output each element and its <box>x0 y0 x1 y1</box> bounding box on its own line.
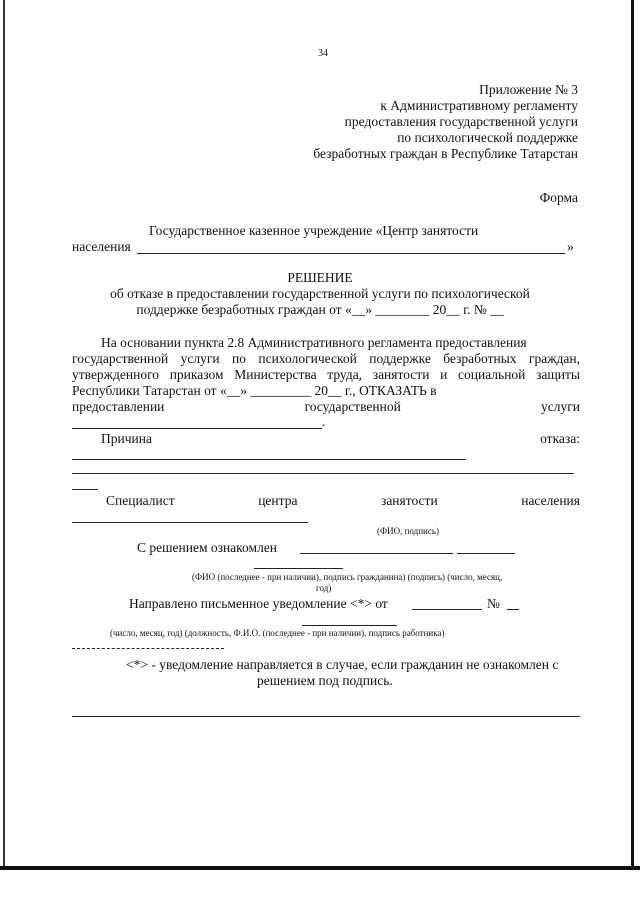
notice-caption: (число, месяц, год) (должность, Ф.И.О. (последнее - при наличии), подпись работника) <box>110 628 445 638</box>
body-line-1: На основании пункта 2.8 Административного регламента предоставления <box>101 335 527 350</box>
appendix-line-3: предоставления государственной услуги <box>344 114 578 129</box>
notice-number-line <box>507 609 519 610</box>
page-number: 34 <box>318 48 328 59</box>
specialist-row <box>106 493 580 509</box>
institution-prefix: населения <box>72 239 131 254</box>
decision-subtitle-2: поддержке безработных граждан от «__» ________ 20__ г. № __ <box>136 302 504 317</box>
reason-line-3 <box>72 489 98 490</box>
appendix-line-1: Приложение № 3 <box>479 82 578 97</box>
acquainted-caption-2: год) <box>316 583 332 593</box>
specialist-caption: (ФИО, подпись) <box>377 526 439 536</box>
acquainted-signature-line <box>300 553 453 554</box>
body-line-3: утвержденного приказом Министерства труда, занятости и социальной защиты <box>72 367 580 382</box>
body-line-2: государственной услуги по психологической поддержке безработных граждан, <box>72 351 580 366</box>
specialist-word-1: Специалист <box>106 493 175 508</box>
footnote-line-2: решением под подпись. <box>257 673 393 688</box>
appendix-line-4: по психологической поддержке <box>397 130 578 145</box>
reason-line-2 <box>72 473 574 474</box>
acquainted-date-line <box>457 553 515 554</box>
decision-subtitle-1: об отказе в предоставлении государственной услуги по психологической <box>110 286 530 301</box>
appendix-line-2: к Административному регламенту <box>380 98 578 113</box>
page-edge-left <box>3 0 5 870</box>
reason-line-1 <box>72 459 466 460</box>
specialist-word-3: занятости <box>380 493 438 508</box>
acquainted-sign-line-2 <box>254 568 343 569</box>
institution-name-line <box>137 253 565 254</box>
notice-signature-line <box>302 625 397 626</box>
notice-date-line <box>412 609 482 610</box>
body-word-provision: предоставлении <box>72 399 165 414</box>
institution-line-1: Государственное казенное учреждение «Центр занятости <box>149 223 479 238</box>
reason-label-end: отказа: <box>540 431 580 446</box>
specialist-word-4: населения <box>521 493 580 508</box>
specialist-signature-line <box>72 522 308 523</box>
notice-number-label: № <box>487 596 500 611</box>
footnote-line-1: <*> - уведомление направляется в случае, если гражданин не ознакомлен с <box>126 657 559 672</box>
institution-suffix: » <box>567 239 574 254</box>
body-line-4: Республики Татарстан от «__» _________ 20__ г., ОТКАЗАТЬ в <box>72 383 437 398</box>
specialist-word-2: центра <box>258 493 298 508</box>
bottom-rule <box>72 716 580 717</box>
body-word-state: государственной <box>304 399 401 414</box>
reason-label: Причина <box>101 431 152 446</box>
notice-label: Направлено письменное уведомление <*> от <box>129 596 388 611</box>
decision-title: РЕШЕНИЕ <box>287 270 353 285</box>
service-name-line <box>72 428 322 429</box>
form-label: Форма <box>539 190 578 205</box>
page-edge-right <box>631 0 634 870</box>
acquainted-caption-1: (ФИО (последнее - при наличии), подпись гражданина) (подпись) (число, месяц, <box>192 572 503 582</box>
body-word-service: услуги <box>540 399 580 414</box>
body-line-5 <box>72 399 580 415</box>
acquainted-label: С решением ознакомлен <box>137 540 278 555</box>
appendix-line-5: безработных граждан в Республике Татарстан <box>313 146 578 161</box>
footnote-separator <box>72 648 224 649</box>
body-line-6-end: . <box>322 414 326 429</box>
page-edge-bottom <box>0 866 640 870</box>
